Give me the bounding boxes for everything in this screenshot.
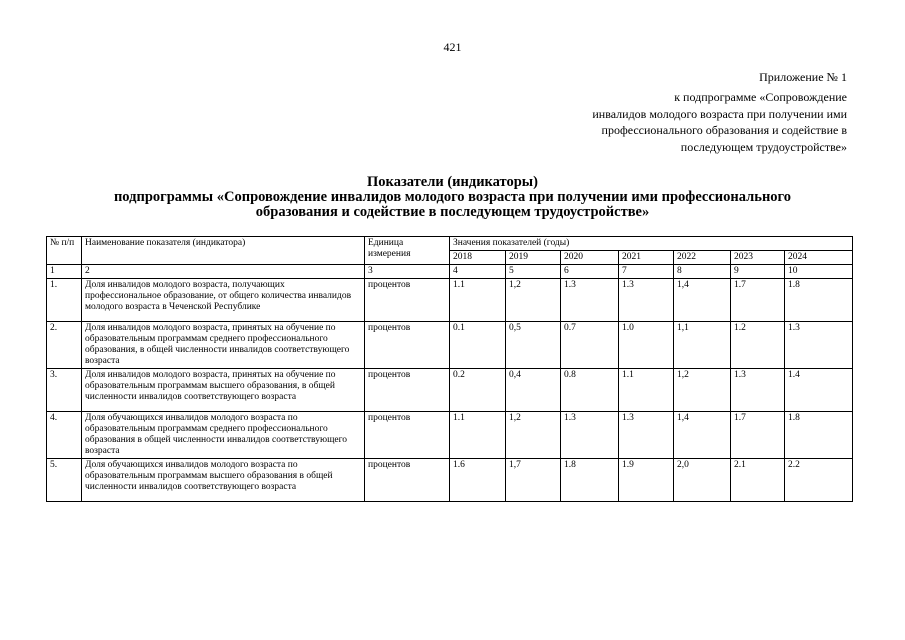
indicator-value: 1.1: [450, 279, 506, 322]
header-col-values: Значения показателей (годы): [450, 237, 853, 251]
indicator-value: 1,4: [674, 279, 731, 322]
table-row: [47, 279, 853, 322]
indicators-table: [46, 236, 853, 502]
indicator-value: 1.3: [561, 279, 619, 322]
indicator-value: 2.1: [731, 459, 785, 502]
indicator-value: 1.3: [619, 279, 674, 322]
column-number: 6: [561, 265, 619, 279]
table-row: [47, 459, 853, 502]
indicator-value: 1,2: [506, 412, 561, 459]
indicator-value: 0.1: [450, 322, 506, 369]
header-year: 2019: [506, 251, 561, 265]
column-number: 1: [47, 265, 82, 279]
header-year: 2020: [561, 251, 619, 265]
indicator-value: 0,4: [506, 369, 561, 412]
table-row: [47, 412, 853, 459]
column-number: 7: [619, 265, 674, 279]
column-number: 8: [674, 265, 731, 279]
row-number: 5.: [47, 459, 82, 502]
table-row: [47, 322, 853, 369]
indicator-value: 2,0: [674, 459, 731, 502]
header-year: 2021: [619, 251, 674, 265]
indicator-value: 1,7: [506, 459, 561, 502]
column-number: 2: [82, 265, 365, 279]
table-row: [47, 369, 853, 412]
indicator-value: 1.3: [619, 412, 674, 459]
row-number: 3.: [47, 369, 82, 412]
column-number: 10: [785, 265, 853, 279]
unit: процентов: [365, 369, 450, 412]
indicator-value: 0.8: [561, 369, 619, 412]
header-year: 2018: [450, 251, 506, 265]
row-number: 4.: [47, 412, 82, 459]
indicator-value: 1,2: [506, 279, 561, 322]
appendix-subtitle-line: последующем трудоустройстве»: [680, 139, 847, 154]
column-number: 4: [450, 265, 506, 279]
appendix-title: Приложение № 1: [759, 70, 847, 84]
indicator-value: 0.2: [450, 369, 506, 412]
indicator-value: 1.4: [785, 369, 853, 412]
indicator-value: 1,4: [674, 412, 731, 459]
page-number: 421: [443, 40, 462, 54]
indicator-value: 1.7: [731, 279, 785, 322]
appendix-subtitle-line: к подпрограмме «Сопровождение: [674, 90, 847, 104]
indicator-value: 1.8: [785, 412, 853, 459]
indicator-value: 1.6: [450, 459, 506, 502]
indicator-name: Доля инвалидов молодого возраста, принятых на обучение по образовательным программам высшего образования, в общей численности инвалидов соответствующего возраста: [82, 369, 365, 412]
appendix-subtitle-line: инвалидов молодого возраста при получении ими: [592, 106, 847, 121]
indicator-name: Доля инвалидов молодого возраста, принятых на обучение по образовательным программам среднего профессионального образования, в общей численности инвалидов соответствующего возраста: [82, 322, 365, 369]
table-header-row: [47, 237, 853, 251]
indicator-name: Доля инвалидов молодого возраста, получающих профессиональное образование, от общего количества инвалидов молодого возраста в Чеченской Республике: [82, 279, 365, 322]
header-year: 2022: [674, 251, 731, 265]
row-number: 1.: [47, 279, 82, 322]
indicator-value: 0.7: [561, 322, 619, 369]
column-number: 3: [365, 265, 450, 279]
indicator-value: 0,5: [506, 322, 561, 369]
header-year: 2023: [731, 251, 785, 265]
indicator-value: 1.9: [619, 459, 674, 502]
appendix-subtitle: [537, 89, 847, 155]
indicator-value: 1,1: [674, 322, 731, 369]
table-column-numbers-row: [47, 265, 853, 279]
indicator-value: 1.7: [731, 412, 785, 459]
indicator-value: 1.8: [785, 279, 853, 322]
indicator-name: Доля обучающихся инвалидов молодого возраста по образовательным программам высшего образования в общей численности инвалидов соответствующего возраста: [82, 459, 365, 502]
indicator-value: 1.2: [731, 322, 785, 369]
header-year: 2024: [785, 251, 853, 265]
indicator-value: 2.2: [785, 459, 853, 502]
document-heading: [0, 175, 905, 220]
unit: процентов: [365, 322, 450, 369]
heading-line: подпрограммы «Сопровождение инвалидов молодого возраста при получении ими профессионального: [113, 189, 792, 205]
indicator-value: 1.1: [450, 412, 506, 459]
indicator-value: 1.0: [619, 322, 674, 369]
column-number: 9: [731, 265, 785, 279]
header-col-no: № п/п: [47, 237, 82, 265]
indicator-value: 1.1: [619, 369, 674, 412]
unit: процентов: [365, 459, 450, 502]
indicator-value: 1.3: [731, 369, 785, 412]
indicator-value: 1.8: [561, 459, 619, 502]
column-number: 5: [506, 265, 561, 279]
header-col-name: Наименование показателя (индикатора): [82, 237, 365, 265]
row-number: 2.: [47, 322, 82, 369]
header-col-unit: Единица измерения: [365, 237, 450, 265]
indicator-value: 1,2: [674, 369, 731, 412]
indicator-value: 1.3: [561, 412, 619, 459]
heading-line: образования и содействие в последующем трудоустройстве»: [255, 204, 650, 220]
unit: процентов: [365, 279, 450, 322]
heading-line: Показатели (индикаторы): [367, 174, 538, 190]
indicator-name: Доля обучающихся инвалидов молодого возраста по образовательным программам среднего профессионального образования в общей численности инвалидов соответствующего возраста: [82, 412, 365, 459]
indicator-value: 1.3: [785, 322, 853, 369]
appendix-subtitle-line: профессионального образования и содействие в: [601, 123, 847, 137]
unit: процентов: [365, 412, 450, 459]
